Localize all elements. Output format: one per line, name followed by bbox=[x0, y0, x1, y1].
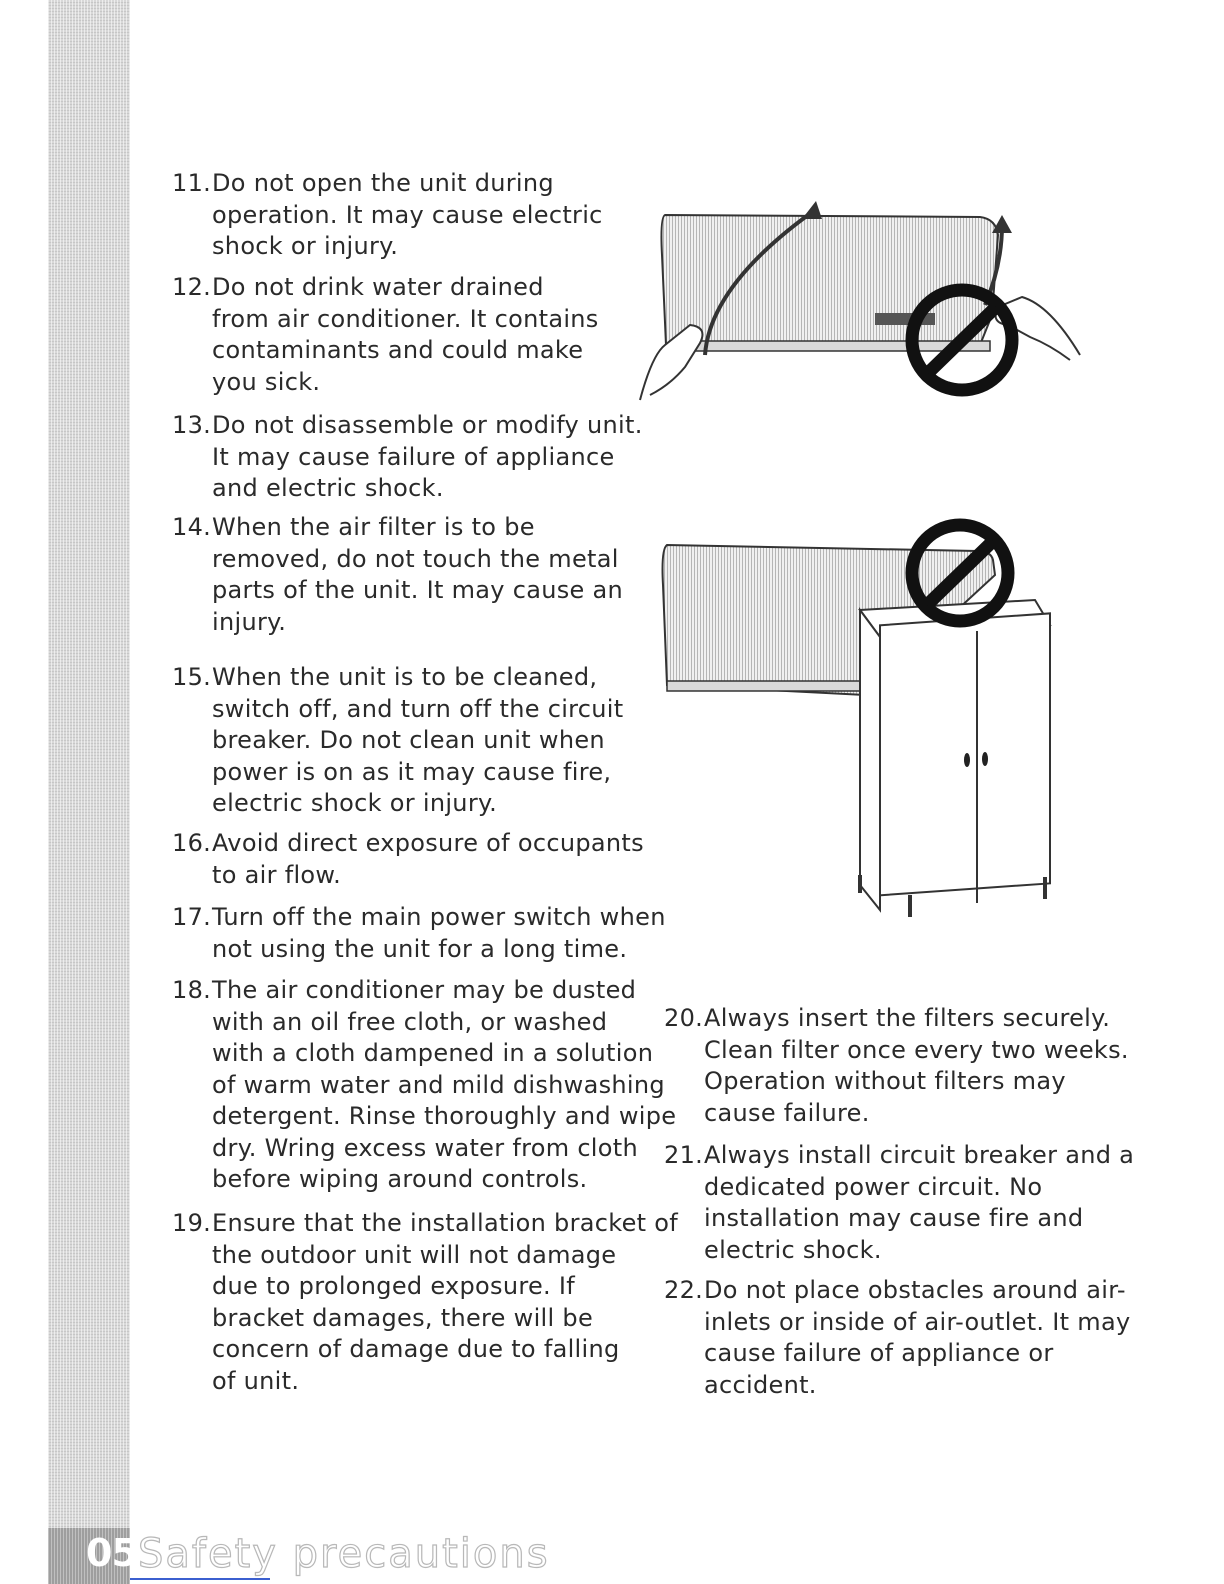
item-number: 18. bbox=[172, 976, 212, 1004]
item-line: to air flow. bbox=[212, 860, 342, 889]
door-knob bbox=[964, 753, 970, 767]
item-line: Do not place obstacles around air- bbox=[704, 1276, 1126, 1304]
item-line: electric shock. bbox=[704, 1235, 882, 1264]
item-line: The air conditioner may be dusted bbox=[212, 976, 637, 1004]
item-21 bbox=[664, 1140, 1154, 1266]
item-number: 12. bbox=[172, 273, 212, 301]
item-line: cause failure of appliance or bbox=[704, 1339, 1054, 1367]
door-knob bbox=[982, 752, 988, 766]
item-line: operation. It may cause electric bbox=[212, 200, 603, 229]
item-line: Always insert the filters securely. bbox=[704, 1004, 1111, 1032]
item-line: Do not disassemble or modify unit. bbox=[212, 411, 643, 439]
item-22 bbox=[664, 1275, 1154, 1401]
item-11 bbox=[172, 168, 692, 263]
item-line: inlets or inside of air-outlet. It may bbox=[704, 1307, 1131, 1336]
item-number: 11. bbox=[172, 169, 212, 197]
item-line: Ensure that the installation bracket of bbox=[212, 1209, 679, 1237]
item-line: with an oil free cloth, or washed bbox=[212, 1007, 608, 1036]
item-line: Do not open the unit during bbox=[212, 169, 554, 197]
item-line: power is on as it may cause fire, bbox=[212, 757, 612, 786]
air-conditioner-unit bbox=[661, 215, 998, 351]
item-number: 13. bbox=[172, 411, 212, 439]
item-number: 22. bbox=[664, 1276, 704, 1304]
item-line: due to prolonged exposure. If bbox=[212, 1272, 576, 1300]
item-line: Operation without filters may bbox=[704, 1067, 1066, 1095]
item-line: the outdoor unit will not damage bbox=[212, 1240, 617, 1269]
item-line: switch off, and turn off the circuit bbox=[212, 694, 624, 723]
item-line: of unit. bbox=[212, 1366, 300, 1395]
item-17 bbox=[172, 902, 692, 965]
side-band bbox=[48, 0, 130, 1584]
item-14 bbox=[172, 512, 692, 638]
item-line: shock or injury. bbox=[212, 232, 399, 260]
item-line: Turn off the main power switch when bbox=[212, 903, 666, 931]
item-12 bbox=[172, 272, 692, 398]
illustration-open-unit-prohibited bbox=[630, 195, 1090, 420]
item-line: before wiping around controls. bbox=[212, 1165, 588, 1193]
item-line: concern of damage due to falling bbox=[212, 1335, 620, 1363]
item-number: 20. bbox=[664, 1004, 704, 1032]
wardrobe-cabinet bbox=[858, 600, 1050, 917]
item-number: 16. bbox=[172, 829, 212, 857]
item-line: Do not drink water drained bbox=[212, 273, 544, 301]
arrowhead-icon bbox=[802, 201, 822, 219]
item-18 bbox=[172, 975, 692, 1196]
item-line: detergent. Rinse thoroughly and wipe bbox=[212, 1102, 677, 1130]
item-number: 15. bbox=[172, 663, 212, 691]
item-line: of warm water and mild dishwashing bbox=[212, 1070, 665, 1099]
item-line: and electric shock. bbox=[212, 474, 444, 502]
illustration-obstacle-prohibited bbox=[655, 515, 1065, 925]
item-15 bbox=[172, 662, 692, 820]
item-line: contaminants and could make bbox=[212, 336, 584, 364]
item-line: Avoid direct exposure of occupants bbox=[212, 829, 644, 857]
item-line: from air conditioner. It contains bbox=[212, 304, 599, 333]
item-13 bbox=[172, 410, 692, 505]
item-number: 21. bbox=[664, 1141, 704, 1169]
item-line: Clean filter once every two weeks. bbox=[704, 1035, 1129, 1064]
item-line: dedicated power circuit. No bbox=[704, 1172, 1043, 1201]
item-line: Always install circuit breaker and a bbox=[704, 1141, 1135, 1169]
item-line: removed, do not touch the metal bbox=[212, 544, 619, 573]
item-line: you sick. bbox=[212, 367, 321, 396]
item-line: dry. Wring excess water from cloth bbox=[212, 1133, 638, 1162]
page-number: 05 bbox=[86, 1531, 137, 1575]
item-line: It may cause failure of appliance bbox=[212, 442, 615, 471]
item-19 bbox=[172, 1208, 692, 1397]
item-line: injury. bbox=[212, 607, 287, 636]
item-20 bbox=[664, 1003, 1154, 1129]
item-line: installation may cause fire and bbox=[704, 1204, 1084, 1232]
item-line: accident. bbox=[704, 1370, 817, 1399]
item-number: 14. bbox=[172, 513, 212, 541]
item-16 bbox=[172, 828, 692, 891]
item-line: When the unit is to be cleaned, bbox=[212, 663, 598, 691]
item-number: 17. bbox=[172, 903, 212, 931]
item-line: with a cloth dampened in a solution bbox=[212, 1039, 654, 1067]
item-number: 19. bbox=[172, 1209, 212, 1237]
item-line: electric shock or injury. bbox=[212, 789, 497, 817]
footer-underline bbox=[130, 1578, 270, 1580]
item-line: cause failure. bbox=[704, 1098, 870, 1127]
section-title: Safety precautions bbox=[138, 1531, 550, 1577]
item-line: When the air filter is to be bbox=[212, 513, 535, 541]
item-line: bracket damages, there will be bbox=[212, 1303, 594, 1332]
item-line: not using the unit for a long time. bbox=[212, 934, 628, 963]
item-line: parts of the unit. It may cause an bbox=[212, 576, 624, 604]
item-line: breaker. Do not clean unit when bbox=[212, 726, 605, 754]
